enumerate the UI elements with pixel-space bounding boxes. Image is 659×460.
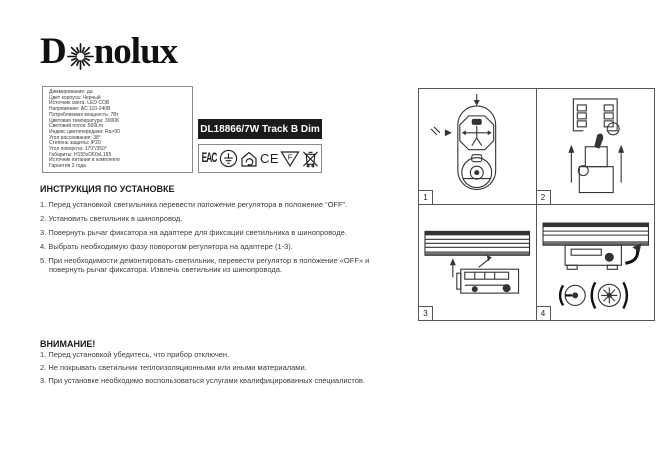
diagram-panel-2 <box>537 89 655 205</box>
install-step: 1. Перед установкой светильника перевести положение регулятора в положение “OFF”. <box>40 200 348 209</box>
spec-line: Габариты: H155xD60xL165 <box>49 151 112 158</box>
install-step: 3. Повернуть рычаг фиксатора на адаптере для фиксации светильника в шинопроводе. <box>40 227 347 237</box>
install-step: 5. При необходимости демонтировать светильник, перевести регулятор в положение «OFF» и повернуть рычаг фиксатора. Извлечь светильник из шинопровода. <box>40 255 370 274</box>
spec-line: Угол поворота: 170°/350° <box>49 146 107 153</box>
panel-number: 3 <box>419 306 433 320</box>
panel-number: 2 <box>537 190 551 204</box>
diagram-panel-4 <box>537 205 655 321</box>
diagram-grid <box>418 88 655 321</box>
specs-box <box>42 86 193 173</box>
diagram-panel-1 <box>419 89 537 205</box>
spec-line: Источник питания в комплекте <box>49 157 121 164</box>
install-heading: ИНСТРУКЦИЯ ПО УСТАНОВКЕ <box>40 184 175 194</box>
logo-letter-prefix: D <box>40 31 66 72</box>
spec-line: Гарантия 2 года <box>49 163 86 170</box>
logo-letters-suffix: nolux <box>93 31 178 72</box>
starburst-icon <box>67 43 94 70</box>
eac-mark-icon: EAC <box>201 150 217 167</box>
grounding-icon <box>219 149 238 168</box>
svg-text:F: F <box>287 152 293 161</box>
attention-heading: ВНИМАНИЕ! <box>40 339 96 349</box>
triangle-f-icon <box>280 150 300 168</box>
donolux-logo <box>40 33 177 70</box>
rail-mount-diagram <box>419 205 536 321</box>
diagram-panel-3 <box>419 205 537 321</box>
spec-line: Световой поток: 560Lm <box>49 123 104 130</box>
spec-line: Угол рассеивания: 38° <box>49 134 101 141</box>
spec-line: Потребляемая мощность: 7Вт <box>49 111 119 118</box>
spec-line: Степень защиты: IP20 <box>49 140 101 147</box>
weee-bin-icon <box>301 149 320 169</box>
spec-line: Индекс цветопередачи: Ra>90 <box>49 128 120 135</box>
lock-rotate-diagram <box>537 205 655 321</box>
spec-line: Цветовая температура: 3000K <box>49 117 120 124</box>
spec-line: Источник света: LED COB <box>49 100 110 107</box>
panel-number: 1 <box>419 190 433 204</box>
product-model-label: DL18866/7W Track B Dim <box>198 119 322 139</box>
ce-mark-icon: CE <box>260 151 280 166</box>
attention-items-list <box>40 351 440 389</box>
install-step: 2. Установить светильник в шинопровод. <box>40 213 183 223</box>
install-steps-list <box>40 201 392 280</box>
house-recycling-icon <box>239 150 259 168</box>
adapter-top-view-diagram <box>419 89 536 204</box>
track-insert-diagram <box>537 89 655 204</box>
spec-line: Диммирование: да <box>49 89 93 95</box>
spec-line: Цвет корпуса: Черный <box>49 94 101 101</box>
attention-item: 2. Не покрывать светильник теплоизоляционными или иными материалами. <box>40 362 307 372</box>
install-step: 4. Выбрать необходимую фазу поворотом регулятора на адаптере (1-3). <box>40 241 293 251</box>
attention-item: 1. Перед установкой убедитесь, что прибор отключен. <box>40 350 230 359</box>
spec-line: Напряжение: AC 110-240В <box>49 106 111 113</box>
panel-number: 4 <box>537 306 551 320</box>
certification-icons-box <box>198 144 322 173</box>
attention-item: 3. При установке необходимо воспользоваться услугами квалифицированных специалистов. <box>40 375 365 385</box>
